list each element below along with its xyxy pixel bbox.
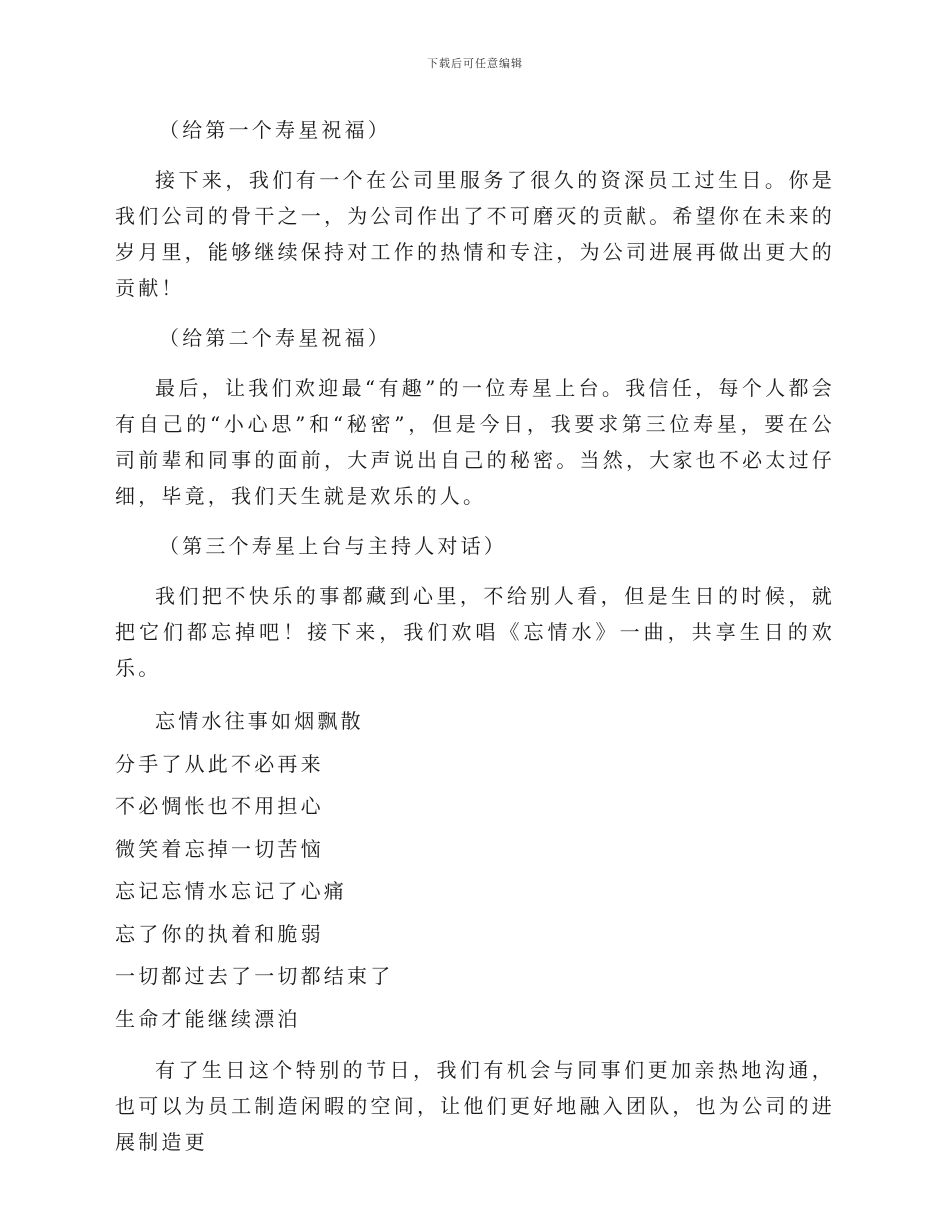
paragraph-first-birthday: 接下来，我们有一个在公司里服务了很久的资深员工过生日。你是我们公司的骨干之一，为公司作出了不可磨灭的贡献。希望你在未来的岁月里，能够继续保持对工作的热情和专注，为公司进展再做出更大的贡献！ <box>115 168 835 300</box>
stage-note-third: （第三个寿星上台与主持人对话） <box>159 534 507 558</box>
lyric-line: 微笑着忘掉一切苦恼 <box>115 836 324 861</box>
stage-note-first: （给第一个寿星祝福） <box>159 118 391 142</box>
lyric-line: 忘记忘情水忘记了心痛 <box>115 879 347 903</box>
document-body <box>115 112 835 1174</box>
lyric-line: 忘了你的执着和脆弱 <box>115 921 324 946</box>
paragraph-closing: 有了生日这个特别的节日，我们有机会与同事们更加亲热地沟通，也可以为员工制造闲暇的空间，让他们更好地融入团队，也为公司的进展制造更 <box>115 1058 835 1154</box>
lyric-line: 分手了从此不必再来 <box>115 751 324 776</box>
lyric-line: 不必惆怅也不用担心 <box>115 794 324 818</box>
lyric-line: 忘情水往事如烟飘散 <box>155 709 364 733</box>
paragraph-second-birthday: 最后，让我们欢迎最“有趣”的一位寿星上台。我信任，每个人都会有自己的“小心思”和“秘密”，但是今日，我要求第三位寿星，要在公司前辈和同事的面前，大声说出自己的秘密。当然，大家也不必太过仔细，毕竟，我们天生就是欢乐的人。 <box>115 376 835 508</box>
lyric-line: 生命才能继续漂泊 <box>115 1006 301 1031</box>
song-lyrics <box>115 700 835 1040</box>
paragraph-song-intro: 我们把不快乐的事都藏到心里，不给别人看，但是生日的时候，就把它们都忘掉吧！接下来，我们欢唱《忘情水》一曲，共享生日的欢乐。 <box>115 584 835 680</box>
stage-note-second: （给第二个寿星祝福） <box>159 326 391 350</box>
lyric-line: 一切都过去了一切都结束了 <box>115 964 394 988</box>
page-header: 下载后可任意编辑 <box>427 57 523 70</box>
